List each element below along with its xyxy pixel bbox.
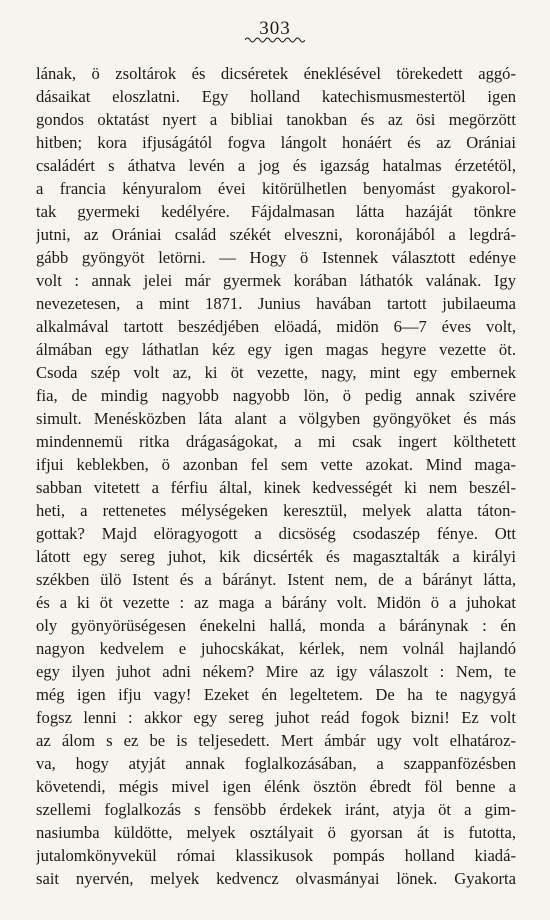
text-line: családért s áthatva levén a jog és igazság hatalmas érzetétöl,	[36, 156, 516, 175]
text-line: nagyon kedvelem e juhocskákat, kérlek, nem volnál hajlandó	[36, 639, 516, 658]
text-line: székben ülö Istent és a bárányt. Istent nem, de a bárányt látta,	[36, 570, 516, 589]
text-line: és a ki öt vezette : az maga a bárány volt. Midön ö a juhokat	[36, 593, 516, 612]
text-line: még igen ifju vagy! Ezeket én legeltetem. De ha te nagygyá	[36, 685, 516, 704]
text-line: egy ilyen juhot adni nékem? Mire az igy válaszolt : Nem, te	[36, 662, 516, 681]
text-line: gondos oktatást nyert a bibliai tanokban és az ösi megörzött	[36, 110, 516, 129]
text-line: sabban vitetett a férfiu által, kinek kedvességét ki nem beszél-	[36, 478, 516, 497]
text-line: fia, de mindig nagyobb nagyobb lön, ö pedig annak szivére	[36, 386, 516, 405]
text-line: nasiumba küldötte, melyek osztályait ö gyorsan át is futotta,	[36, 823, 516, 842]
page-number: 303	[259, 18, 291, 39]
text-line: va, hogy atyját annak foglalkozásában, a szappanfözésben	[36, 754, 516, 773]
text-line: Csoda szép volt az, ki öt vezette, nagy, mint egy embernek	[36, 363, 516, 382]
text-line: dásaikat eloszlatni. Egy holland katechismusmestertöl igen	[36, 87, 516, 106]
text-line: gább gyöngyöt letörni. — Hogy ö Istennek választott edénye	[36, 248, 516, 267]
text-line: jutalomkönyvekül római klassikusok pompás holland kiadá-	[36, 846, 516, 865]
text-line: követendi, mégis mivel igen élénk ösztön ébredt föl benne a	[36, 777, 516, 796]
text-line: az álom s ez be is teljesedett. Mert ámbár ugy volt elhatároz-	[36, 731, 516, 750]
text-line: mindennemü ritka drágaságokat, a mi csak ingert költhetett	[36, 432, 516, 451]
text-line: tak gyermeki kedélyére. Fájdalmasan látta hazáját tönkre	[36, 202, 516, 221]
text-line: volt : annak jelei már gyermek korában láthatók valának. Igy	[36, 271, 516, 290]
page-header	[0, 18, 550, 44]
text-line: heti, a rettenetes mélységeken keresztül, melyek alatta táton-	[36, 501, 516, 520]
text-line: simult. Menésközben láta alant a völgyben gyöngyöket és más	[36, 409, 516, 428]
text-line: oly gyönyörüségesen énekelni hallá, monda a báránynak : én	[36, 616, 516, 635]
text-line: fogsz lenni : akkor egy sereg juhot reád fogok bizni! Ez volt	[36, 708, 516, 727]
text-line: nevezetesen, a mint 1871. Junius havában tartott jubilaeuma	[36, 294, 516, 313]
text-line: a francia kényuralom évei kitörülhetlen benyomást gyakorol-	[36, 179, 516, 198]
body-text	[36, 62, 516, 890]
text-line: látott egy sereg juhot, kik dicsérték és magasztalták a királyi	[36, 547, 516, 566]
text-line: álmában egy láthatlan kéz egy igen magas hegyre vezette öt.	[36, 340, 516, 359]
text-line: lának, ö zsoltárok és dicséretek éneklésével törekedett aggó-	[36, 64, 516, 83]
text-line: hitben; kora ifjuságától fogva lángolt honáért és az Orániai	[36, 133, 516, 152]
text-line: sait nyervén, melyek kedvencz olvasmányai lönek. Gyakorta	[36, 869, 516, 888]
text-line: alkalmával tartott beszédjében elöadá, midön 6—7 éves volt,	[36, 317, 516, 336]
text-line: gottak? Majd elöragyogott a dicsöség csodaszép fénye. Ott	[36, 524, 516, 543]
text-line: ifjui keblekben, ö azonban fel sem vette azokat. Mind maga-	[36, 455, 516, 474]
text-line: jutni, az Orániai család székét elveszni, koronájából a legdrá-	[36, 225, 516, 244]
text-line: szellemi foglalkozás s fensöbb érdekek iránt, atyja öt a gim-	[36, 800, 516, 819]
